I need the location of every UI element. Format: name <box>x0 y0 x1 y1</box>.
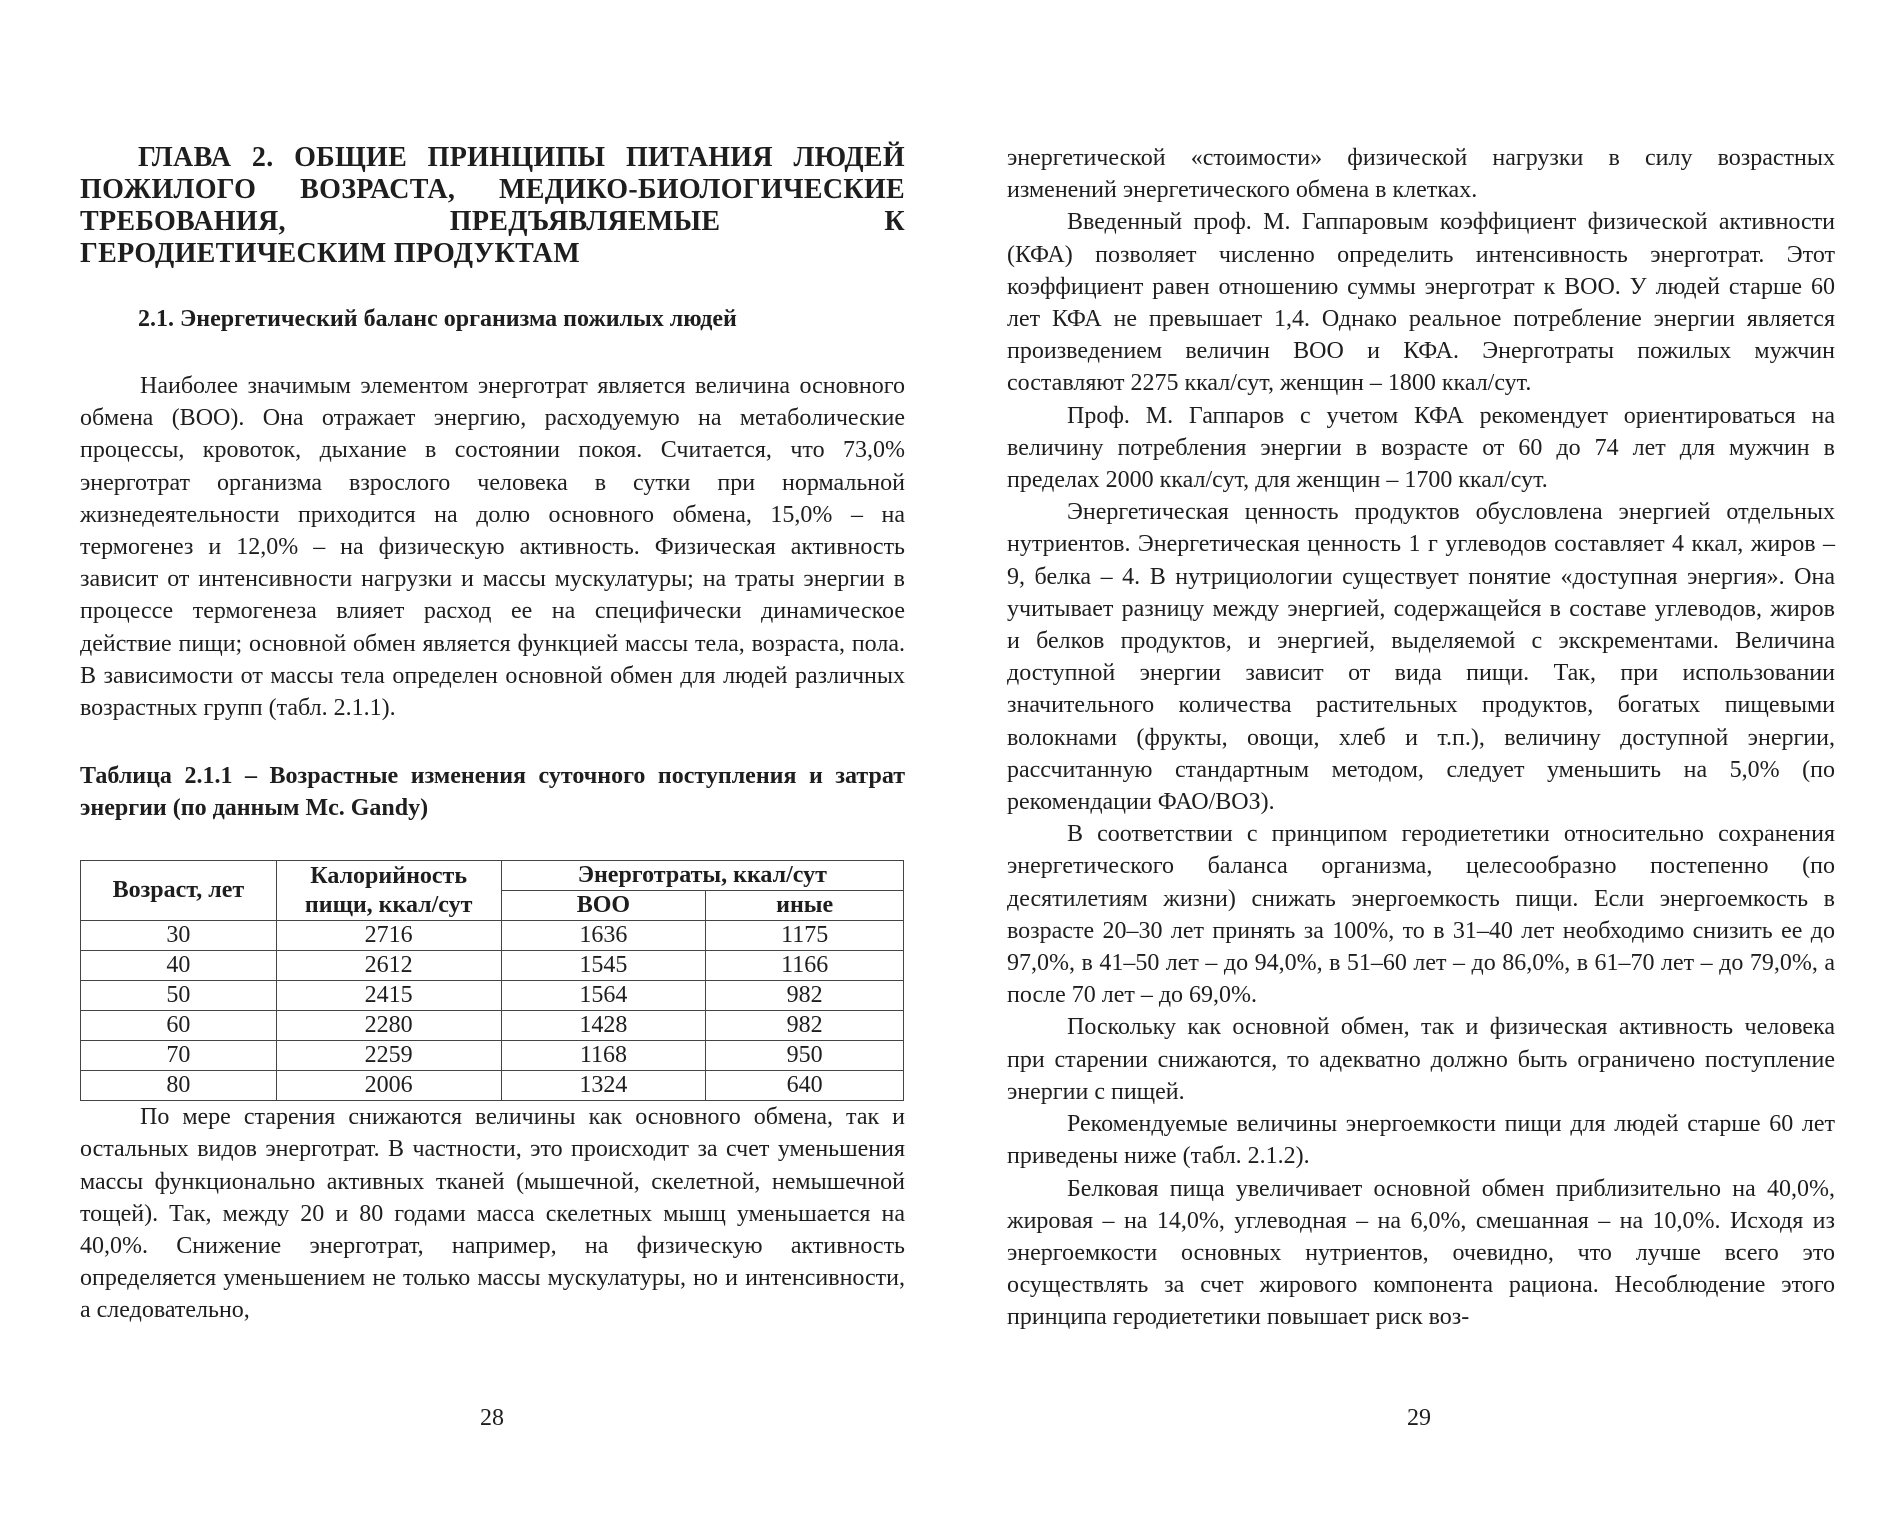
paragraph: Проф. М. Гаппаров с учетом КФА рекомендует ориентироваться на величину потребления энергии в возрасте от 60 до 74 лет для мужчин в пределах 2000 ккал/сут, для женщин – 1700 ккал/сут. <box>1007 402 1835 494</box>
cell-boo: 1636 <box>501 921 706 951</box>
header-boo: ВОО <box>501 891 706 921</box>
cell-other: 982 <box>706 981 904 1011</box>
table-row <box>81 951 904 981</box>
cell-other: 950 <box>706 1041 904 1071</box>
paragraph: Энергетическая ценность продуктов обусловлена энергией отдельных нутриентов. Энергетическая ценность 1 г углеводов составляет 4 ккал, жиров – 9, белка – 4. В нутрициологии существует понятие «доступная энергия». Она учитывает разницу между энергией, содержащейся в составе углеводов, жиров и белков продуктов, и энергией, выделяемой с экскрементами. Величина доступной энергии зависит от вида пищи. Так, при использовании значительного количества растительных продуктов, богатых пищевыми волокнами (фрукты, овощи, хлеб и т.п.), величину доступной энергии, рассчитанную стандартным методом, следует уменьшить на 5,0% (по рекомендации ФАО/ВОЗ). <box>1007 499 1835 816</box>
cell-calories: 2280 <box>276 1011 501 1041</box>
cell-age: 40 <box>81 951 277 981</box>
cell-calories: 2716 <box>276 921 501 951</box>
table-row <box>81 1071 904 1101</box>
table-header-row <box>81 861 904 891</box>
cell-other: 1175 <box>706 921 904 951</box>
paragraph: Рекомендуемые величины энергоемкости пищи для людей старше 60 лет приведены ниже (табл. 2.1.2). <box>1007 1111 1835 1170</box>
header-age: Возраст, лет <box>81 861 277 921</box>
cell-age: 80 <box>81 1071 277 1101</box>
cell-age: 60 <box>81 1011 277 1041</box>
energy-table <box>80 860 904 1101</box>
cell-other: 640 <box>706 1071 904 1101</box>
cell-calories: 2259 <box>276 1041 501 1071</box>
cell-other: 1166 <box>706 951 904 981</box>
header-other: иные <box>706 891 904 921</box>
paragraph: По мере старения снижаются величины как основного обмена, так и остальных видов энерготрат. В частности, это происходит за счет уменьшения массы функционально активных тканей (мышечной, скелетной, немышечной тощей). Так, между 20 и 80 годами масса скелетных мышц уменьшается на 40,0%. Снижение энерготрат, например, на физическую активность определяется уменьшением не только массы мускулатуры, но и интенсивности, а следовательно, <box>80 1104 905 1324</box>
table-row <box>81 1041 904 1071</box>
cell-boo: 1168 <box>501 1041 706 1071</box>
table-caption: Таблица 2.1.1 – Возрастные изменения суточного поступления и затрат энергии (по данным Mc. Gandy) <box>80 763 905 822</box>
section-title: 2.1. Энергетический баланс организма пожилых людей <box>138 306 737 332</box>
cell-boo: 1564 <box>501 981 706 1011</box>
cell-calories: 2612 <box>276 951 501 981</box>
header-energy: Энерготраты, ккал/сут <box>501 861 903 891</box>
paragraph: Поскольку как основной обмен, так и физическая активность человека при старении снижаются, то адекватно должно быть ограничено поступление энергии с пищей. <box>1007 1014 1835 1105</box>
cell-calories: 2006 <box>276 1071 501 1101</box>
page-number: 28 <box>480 1405 504 1431</box>
cell-boo: 1545 <box>501 951 706 981</box>
paragraph: Белковая пища увеличивает основной обмен приблизительно на 40,0%, жировая – на 14,0%, углеводная – на 6,0%, смешанная – на 10,0%. Исходя из энергоемкости основных нутриентов, очевидно, что лучше всего это осуществлять за счет жирового компонента рациона. Несоблюдение этого принципа геродиететики повышает риск воз- <box>1007 1175 1835 1331</box>
cell-age: 50 <box>81 981 277 1011</box>
paragraph: энергетической «стоимости» физической нагрузки в силу возрастных изменений энергетического обмена в клетках. <box>1007 145 1835 204</box>
cell-age: 30 <box>81 921 277 951</box>
table-row <box>81 921 904 951</box>
table-row <box>81 981 904 1011</box>
paragraph: Введенный проф. М. Гаппаровым коэффициент физической активности (КФА) позволяет численно определить интенсивность энерготрат. Этот коэффициент равен отношению суммы энерготрат к ВОО. У людей старше 60 лет КФА не превышает 1,4. Однако реальное потребление энергии является произведением величин ВОО и КФА. Энерготраты пожилых мужчин составляют 2275 ккал/сут, женщин – 1800 ккал/сут. <box>1007 209 1835 397</box>
table-row <box>81 1011 904 1041</box>
header-calories: Калорийность пищи, ккал/сут <box>276 861 501 921</box>
paragraph: Наиболее значимым элементом энерготрат является величина основного обмена (ВОО). Она отражает энергию, расходуемую на метаболические процессы, кровоток, дыхание в состоянии покоя. Считается, что 73,0% энерготрат организма взрослого человека в сутки при нормальной жизнедеятельности приходится на долю основного обмена, 15,0% – на термогенез и 12,0% – на физическую активность. Физическая активность зависит от интенсивности нагрузки и массы мускулатуры; на траты энергии в процессе термогенеза влияет расход ее на специфически динамическое действие пищи; основной обмен является функцией массы тела, возраста, пола. В зависимости от массы тела определен основной обмен для людей различных возрастных групп (табл. 2.1.1). <box>80 373 905 722</box>
right-page <box>1007 0 1835 1535</box>
cell-calories: 2415 <box>276 981 501 1011</box>
cell-age: 70 <box>81 1041 277 1071</box>
paragraph: В соответствии с принципом геродиететики относительно сохранения энергетического баланса организма, целесообразно постепенно (по десятилетиям жизни) снижать энергоемкость пищи. Если энергоемкость в возрасте 20–30 лет принять за 100%, то в 31–40 лет необходимо снизить ее до 97,0%, в 41–50 лет – до 94,0%, в 51–60 лет – до 86,0%, в 61–70 лет – до 79,0%, а после 70 лет – до 69,0%. <box>1007 821 1835 1009</box>
chapter-title: ГЛАВА 2. ОБЩИЕ ПРИНЦИПЫ ПИТАНИЯ ЛЮДЕЙ ПОЖИЛОГО ВОЗРАСТА, МЕДИКО-БИОЛОГИЧЕСКИЕ ТРЕБОВАНИЯ, ПРЕДЪЯВЛЯЕМЫЕ К ГЕРОДИЕТИЧЕСКИМ ПРОДУКТАМ <box>80 142 905 269</box>
cell-boo: 1428 <box>501 1011 706 1041</box>
cell-other: 982 <box>706 1011 904 1041</box>
page-number: 29 <box>1407 1405 1431 1431</box>
left-page <box>80 0 905 1535</box>
cell-boo: 1324 <box>501 1071 706 1101</box>
